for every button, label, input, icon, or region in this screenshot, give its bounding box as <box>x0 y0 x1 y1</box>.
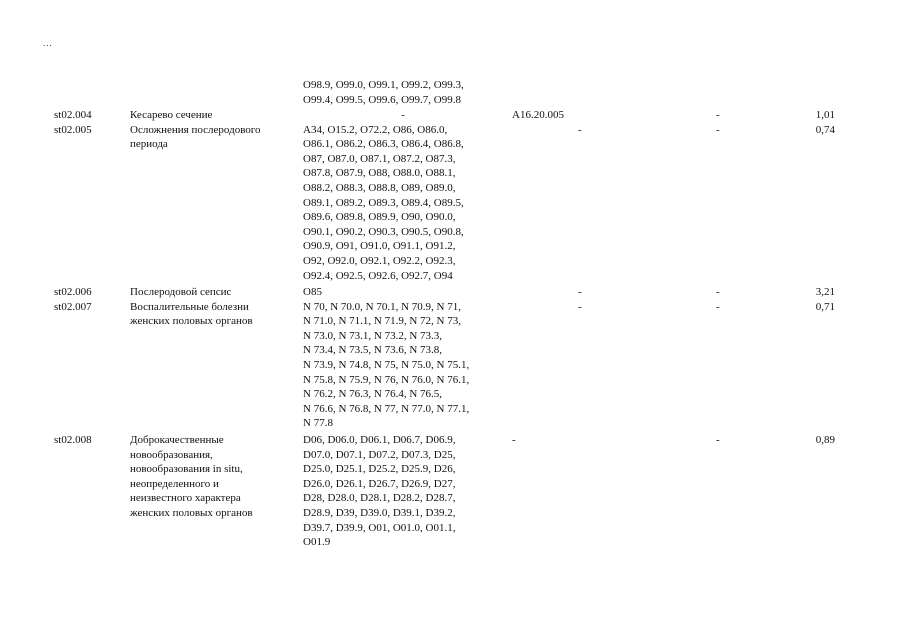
row-mkb-codes: N 70, N 70.0, N 70.1, N 70.9, N 71, N 71.0, N 71.1, N 71.9, N 72, N 73, N 73.0, N 73.1, N 73.2, N 73.3, N 73.4, N 73.5, N 73.6, N 73.8, N 73.9, N 74.8, N 75, N 75.0, N 75.1, N 75.8, N 75.9, N 76, N 76.0, N 76.1, N 76.2, N 76.3, N 76.4, N 76.5, N 76.6, N 76.8, N 77, N 77.0, N 77.1, N 77.8 <box>303 300 470 430</box>
row-name: Доброкачественные новообразования, новообразования in situ, неопределенного и неизвестного характера женских половых органов <box>130 434 253 519</box>
row-service-code: - <box>512 434 516 446</box>
row-mkb-codes: - <box>401 109 405 121</box>
row-code: st02.004 <box>54 109 92 121</box>
row-coefficient: 1,01 <box>815 109 835 121</box>
row-service-code: - <box>578 123 582 136</box>
row-name: Воспалительные болезни женских половых органов <box>130 300 253 328</box>
row-name: Послеродовой сепсис <box>130 286 232 298</box>
row-coefficient: 0,74 <box>815 123 835 136</box>
row-code: st02.006 <box>54 286 92 298</box>
row-name: Кесарево сечение <box>130 109 213 121</box>
row-age: - <box>716 300 720 313</box>
row-age: - <box>716 434 720 446</box>
row-code: st02.007 <box>54 300 92 313</box>
row-service-code: - <box>578 286 582 298</box>
row-mkb-codes: O85 <box>303 286 322 298</box>
row-age: - <box>716 286 720 298</box>
row-code: st02.008 <box>54 434 92 446</box>
row-service-code: - <box>578 300 582 313</box>
row-coefficient: 0,71 <box>815 300 835 313</box>
row-name: Осложнения послеродового периода <box>130 123 261 151</box>
page-header-mark: ... <box>43 38 53 48</box>
mkb-codes-continuation: O98.9, O99.0, O99.1, O99.2, O99.3, O99.4, O99.5, O99.6, O99.7, O99.8 <box>303 79 464 106</box>
row-mkb-codes: D06, D06.0, D06.1, D06.7, D06.9, D07.0, D07.1, D07.2, D07.3, D25, D25.0, D25.1, D25.2, D25.9, D26, D26.0, D26.1, D26.7, D26.9, D27, D28, D28.0, D28.1, D28.2, D28.7, D28.9, D39, D39.0, D39.1, D39.2, D39.7, D39.9, O01, O01.0, O01.1, O01.9 <box>303 434 456 549</box>
row-mkb-codes: A34, O15.2, O72.2, O86, O86.0, O86.1, O86.2, O86.3, O86.4, O86.8, O87, O87.0, O87.1, O87.2, O87.3, O87.8, O87.9, O88, O88.0, O88.1, O88.2, O88.3, O88.8, O89, O89.0, O89.1, O89.2, O89.3, O89.4, O89.5, O89.6, O89.8, O89.9, O90, O90.0, O90.1, O90.2, O90.3, O90.5, O90.8, O90.9, O91, O91.0, O91.1, O91.2, O92, O92.0, O92.1, O92.2, O92.3, O92.4, O92.5, O92.6, O92.7, O94 <box>303 123 464 282</box>
row-age: - <box>716 123 720 136</box>
row-service-code: A16.20.005 <box>512 109 564 121</box>
row-coefficient: 0,89 <box>815 434 835 446</box>
row-coefficient: 3,21 <box>815 286 835 298</box>
row-code: st02.005 <box>54 123 92 136</box>
row-age: - <box>716 109 720 121</box>
